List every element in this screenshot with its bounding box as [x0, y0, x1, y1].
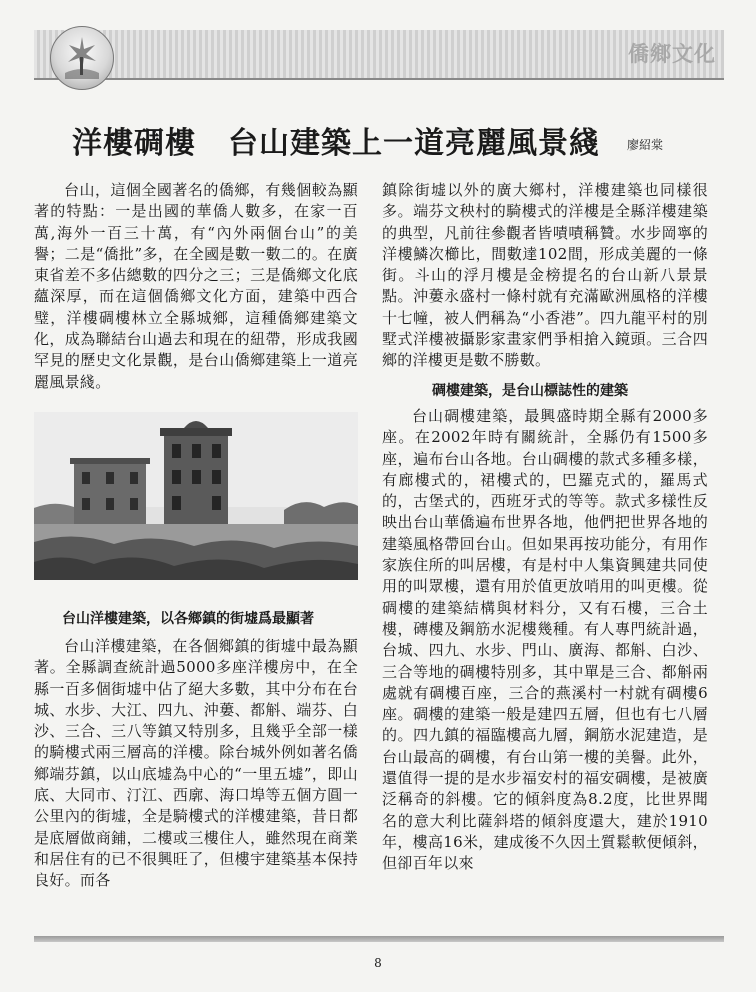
diaolou-photo-illustration: [34, 412, 358, 580]
right-continued-paragraph: 鎮除街墟以外的廣大鄉村，洋樓建築也同樣很多。端芬文秧村的騎樓式的洋樓是全縣洋樓建築的典型，凡前往參觀者皆嘖嘖稱贊。水步岡寧的洋樓鱗次櫛比，間數達102間，形成美麗的一條街。斗山的浮月樓是金榜提名的台山新八景景點。沖蔞永盛村一條村就有充滿歐洲風格的洋樓十七幢，被人們稱為“小香港”。四九龍平村的別墅式洋樓被攝影家畫家們爭相搶入鏡頭。三合四鄉的洋樓更是數不勝數。: [382, 181, 708, 370]
article-title-part2: 台山建築上一道亮麗風景綫: [228, 126, 600, 161]
section1-heading: 台山洋樓建築，以各鄉鎮的街墟爲最顯著: [62, 611, 314, 627]
section-title: 僑鄉文化: [628, 42, 716, 66]
section1-paragraph: 台山洋樓建築，在各個鄉鎮的街墟中最為顯著。全縣調查統計過5000多座洋樓房中，在全縣一百多個街墟中佔了絕大多數，其中分布在台城、水步、大江、四九、沖蔞、都斛、端芬、白沙、三合、三八等鎮又特別多，且幾乎全部一樣的騎樓式兩三層高的洋樓。除台城外例如著名僑鄉端芬鎮，以山底墟為中心的“一里五墟”，即山底、大同市、汀江、西廓、海口埠等五個方圓一公里內的街墟，全是騎樓式的洋樓建築，昔日都是底層做商鋪，二樓或三樓住人，雖然現在商業和居住有的已不很興旺了，但樓宇建築基本保持良好。而各: [34, 637, 358, 890]
section2-paragraph: 台山碉樓建築，最興盛時期全縣有2000多座。在2002年時有關統計，全縣仍有1500多座，遍布台山各地。台山碉樓的款式多種多樣，有廊樓式的，裙樓式的，巴羅克式的，羅馬式的，古堡式的，西班牙式的等等。款式多樣性反映出台山華僑遍布世界各地，他們把世界各地的建築風格帶回台山。但如果再按功能分，有用作家族住所的叫居樓，有是村中人集資興建共同使用的叫眾樓，還有用於值更放哨用的叫更樓。從碉樓的建築結構與材料分，又有石樓，三合土樓，磚樓及鋼筋水泥樓幾種。有人專門統計過，台城、四九、水步、門山、廣海、都斛、白沙、三合等地的碉樓特別多，其中單是三合、都斛兩處就有碉樓百座，三合的燕溪村一村就有碉樓6座。碉樓的建築一般是建四五層，但也有七八層的。四九鎮的福臨樓高九層，鋼筋水泥建造，是台山最高的碉樓，有台山第一樓的美譽。此外，還值得一提的是水步福安村的福安碉樓，是被廣泛稱奇的斜樓。它的傾斜度為8.2度，比世界聞名的意大利比薩斜塔的傾斜度還大，建於1910年，樓高16米，建成後不久因土質鬆軟便傾斜，但卻百年以來: [382, 407, 708, 873]
article-title-part1: 洋樓碉樓: [72, 126, 196, 161]
section2-block: [382, 406, 708, 875]
right-continued-block: [382, 180, 708, 372]
article-author: 廖紹棠: [627, 138, 664, 152]
article-photo: [34, 412, 358, 580]
header-banner: [34, 30, 724, 78]
emblem-icon: [50, 26, 114, 90]
section2-heading: 碉樓建築，是台山標誌性的建築: [432, 383, 628, 399]
section1-block: [34, 636, 358, 892]
footer-divider: [34, 936, 724, 942]
header-divider: [34, 78, 724, 80]
intro-paragraph-block: [34, 180, 358, 393]
page-number: 8: [374, 956, 382, 970]
intro-paragraph: 台山，這個全國著名的僑鄉，有幾個較為顯著的特點：一是出國的華僑人數多，在家一百萬,海外一百三十萬，有“內外兩個台山”的美譽；二是“僑批”多，在全國是數一數二的。在廣東省差不多佔總數的四分之三；三是僑鄉文化底蘊深厚，而在這個僑鄉文化方面，建築中西合璧，洋樓碉樓林立全縣城鄉，這種僑鄉建築文化，成為聯結台山過去和現在的紐帶，形成我國罕見的歷史文化景觀，是台山僑鄉建築上一道亮麗風景綫。: [34, 181, 358, 391]
article-title: [72, 118, 632, 162]
